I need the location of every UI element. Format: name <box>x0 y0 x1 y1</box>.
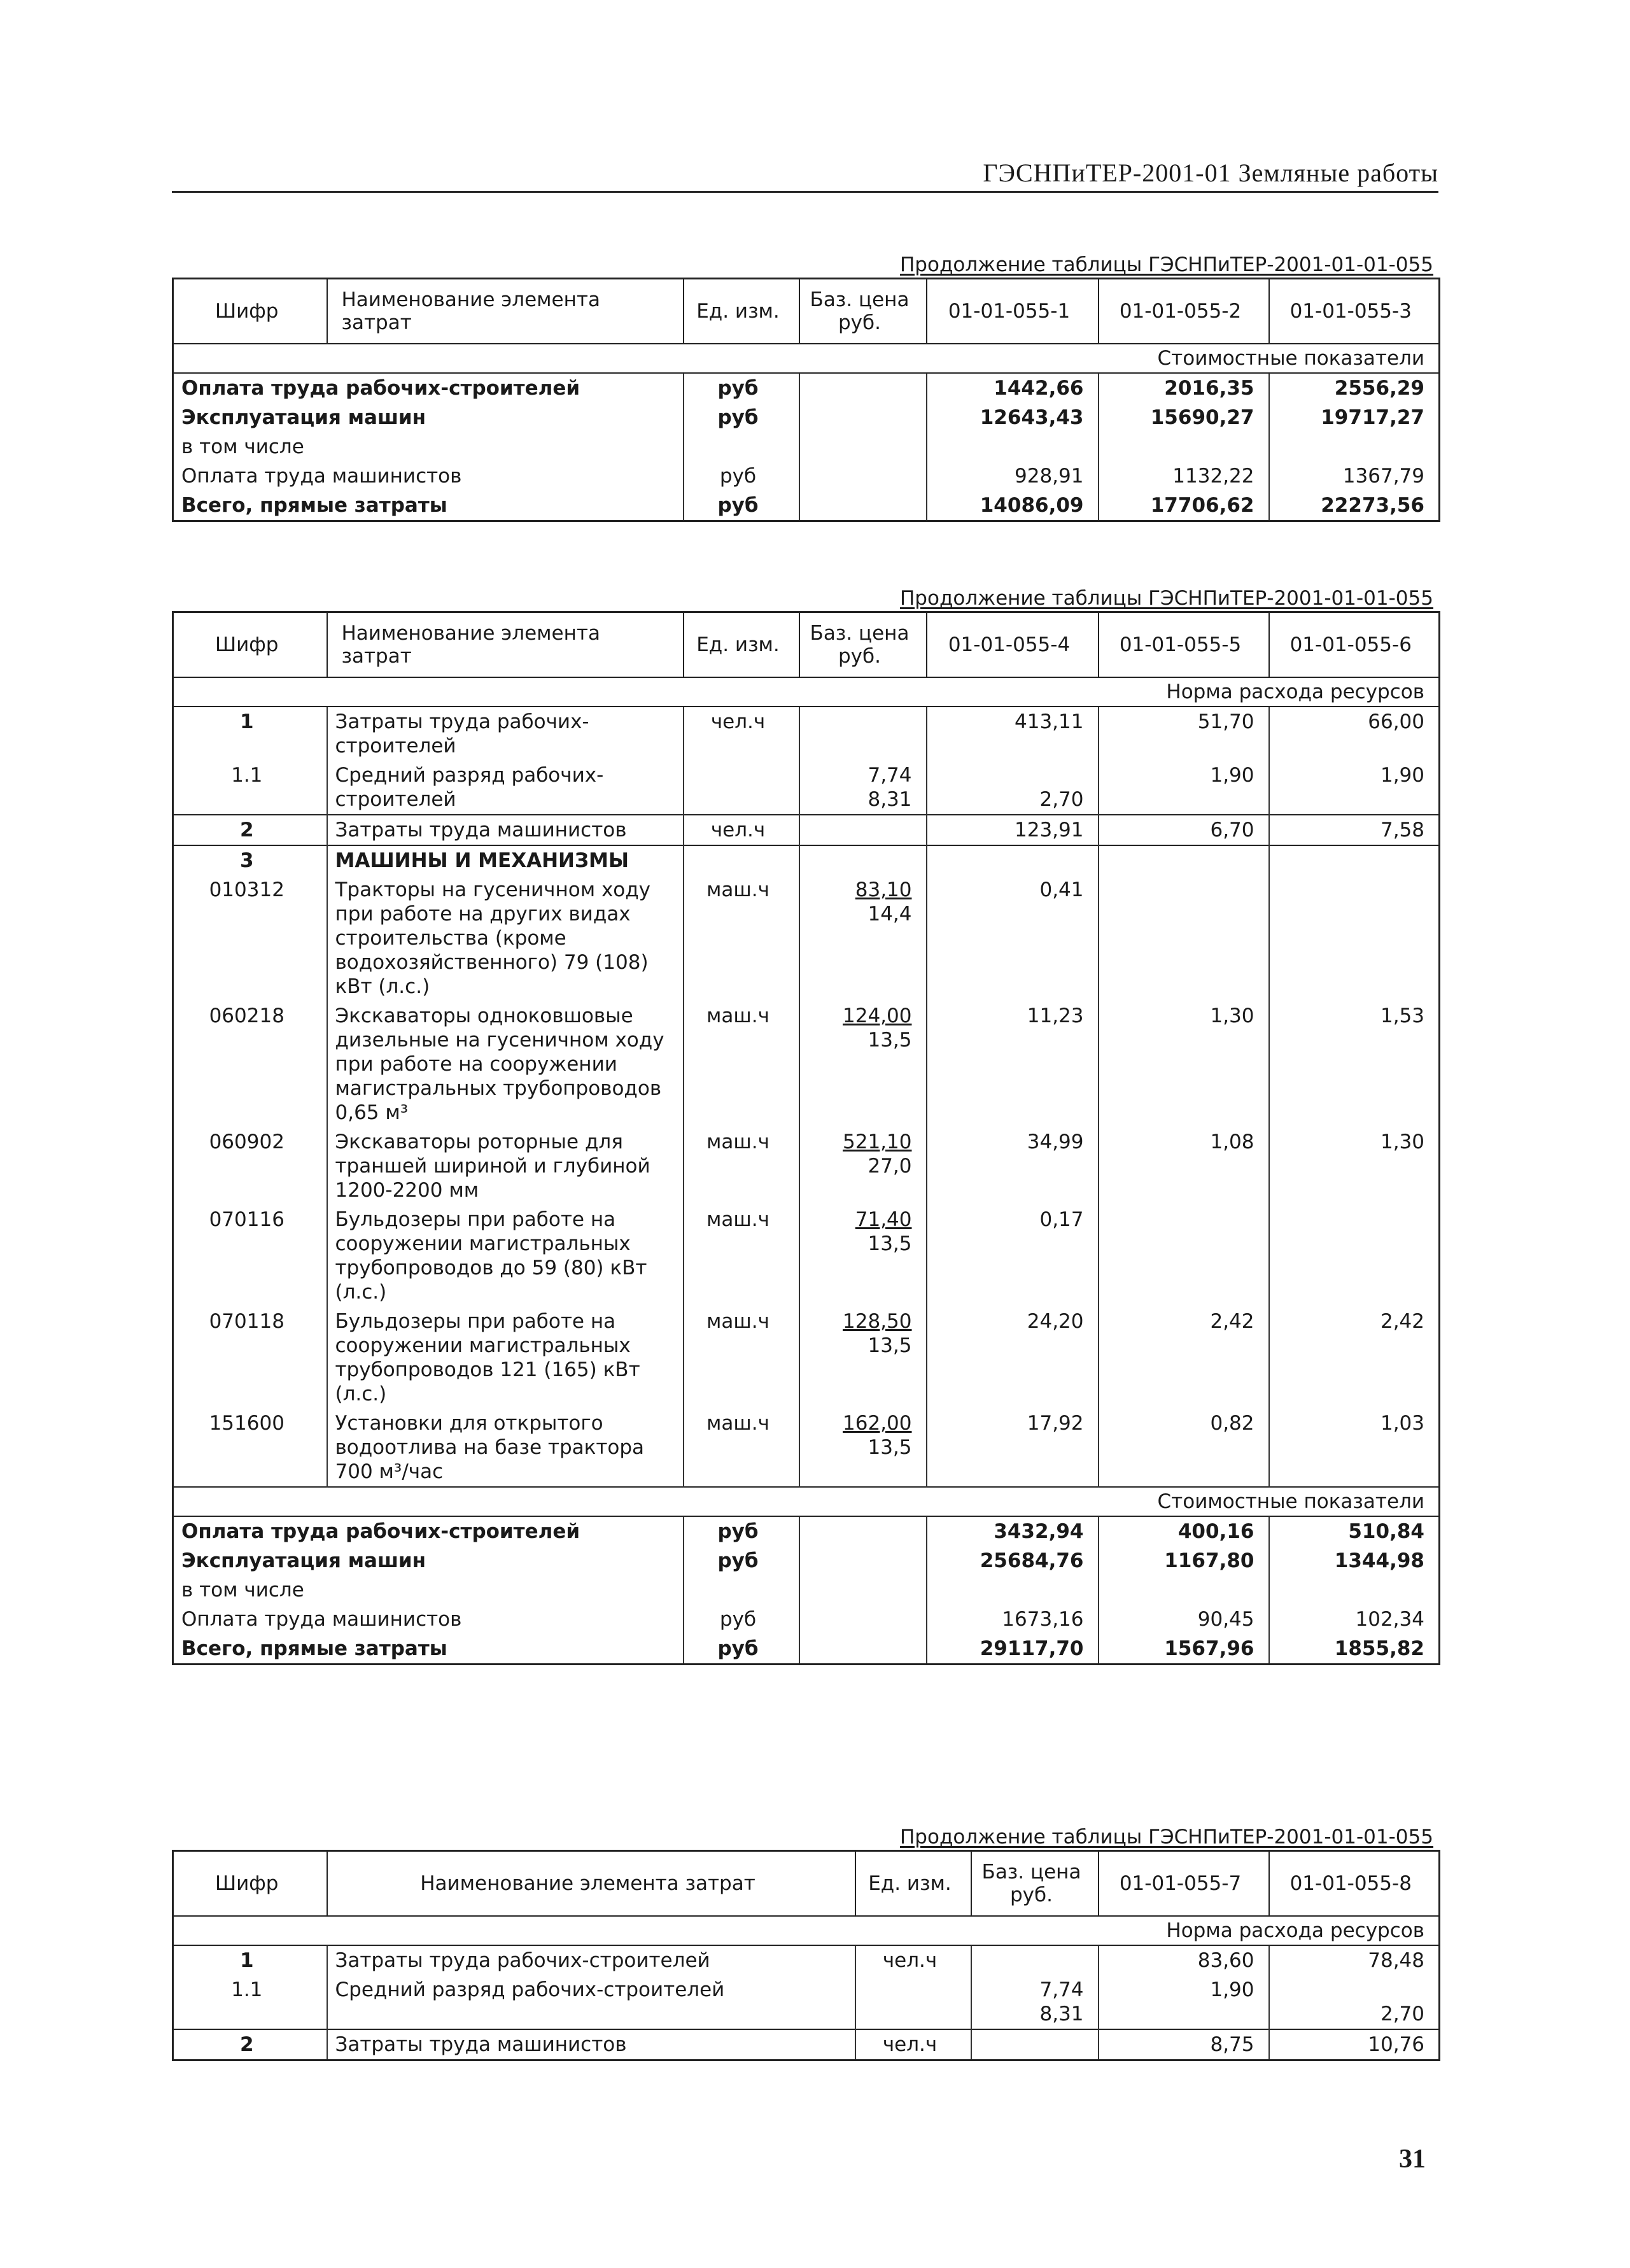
row-unit: руб <box>684 1605 799 1634</box>
table-row <box>173 432 1440 461</box>
cell-value: 34,99 <box>927 1127 1099 1205</box>
section-label: Норма расхода ресурсов <box>173 677 1440 707</box>
table-row <box>173 1205 1440 1307</box>
col-header-unit: Ед. изм. <box>855 1851 971 1917</box>
cost-table-2 <box>172 611 1440 1665</box>
cell-value: 17,92 <box>927 1409 1099 1487</box>
row-name: Экскаваторы роторные для траншей шириной и глубиной 1200-2200 мм <box>327 1127 684 1205</box>
row-name: Затраты труда машинистов <box>327 815 684 845</box>
table-row <box>173 1634 1440 1665</box>
row-name: Экскаваторы одноковшовые дизельные на гусеничном ходу при работе на сооружении магистральных трубопроводов 0,65 м³ <box>327 1001 684 1127</box>
cell-value: 90,45 <box>1099 1605 1269 1634</box>
cell-value <box>1269 875 1440 1001</box>
table3-caption: Продолжение таблицы ГЭСНПиТЕР-2001-01-01-055 <box>900 1826 1433 1849</box>
table-row <box>173 1307 1440 1409</box>
table-row <box>173 373 1440 403</box>
row-name: Бульдозеры при работе на сооружении магистральных трубопроводов до 59 (80) кВт (л.с.) <box>327 1205 684 1307</box>
row-code: 1 <box>173 1945 327 1975</box>
row-name: Оплата труда машинистов <box>173 461 684 491</box>
col-header-name: Наименование элемента затрат <box>327 1851 855 1917</box>
row-name: Оплата труда рабочих-строителей <box>173 1516 684 1546</box>
table-header-row <box>173 279 1440 344</box>
cell-value: 3432,94 <box>927 1516 1099 1546</box>
table-row <box>173 1975 1440 2029</box>
price-value: 128,50 <box>843 1310 912 1333</box>
price-value: 71,40 <box>855 1208 912 1231</box>
table-header-row <box>173 1851 1440 1917</box>
col-header-variant: 01-01-055-1 <box>927 279 1099 344</box>
row-unit: руб <box>684 1516 799 1546</box>
row-name: Всего, прямые затраты <box>173 491 684 521</box>
cell-value: 2,70 <box>1039 788 1084 811</box>
row-unit: чел.ч <box>684 815 799 845</box>
col-header-unit: Ед. изм. <box>684 279 799 344</box>
row-code: 2 <box>173 815 327 845</box>
row-unit: руб <box>684 491 799 521</box>
table-row <box>173 815 1440 845</box>
row-unit: руб <box>684 1634 799 1665</box>
cell-value: 12643,43 <box>927 403 1099 432</box>
cell-value: 8,75 <box>1099 2029 1269 2060</box>
col-header-code: Шифр <box>173 612 327 678</box>
cell-value: 2556,29 <box>1269 373 1440 403</box>
row-unit: чел.ч <box>855 2029 971 2060</box>
price-value: 162,00 <box>843 1412 912 1435</box>
row-name: в том числе <box>173 432 684 461</box>
table-row <box>173 1127 1440 1205</box>
row-unit: руб <box>684 373 799 403</box>
cell-value: 1,03 <box>1269 1409 1440 1487</box>
col-header-variant: 01-01-055-6 <box>1269 612 1440 678</box>
row-name: Затраты труда рабочих-строителей <box>327 1945 855 1975</box>
cell-value: 1673,16 <box>927 1605 1099 1634</box>
page-header <box>172 158 1438 193</box>
row-code: 1.1 <box>173 761 327 815</box>
row-name: Оплата труда рабочих-строителей <box>173 373 684 403</box>
row-code: 060902 <box>173 1127 327 1205</box>
cell-value: 510,84 <box>1269 1516 1440 1546</box>
cell-value: 400,16 <box>1099 1516 1269 1546</box>
price-value: 124,00 <box>843 1004 912 1027</box>
row-name: Бульдозеры при работе на сооружении магистральных трубопроводов 121 (165) кВт (л.с.) <box>327 1307 684 1409</box>
cell-value: 2016,35 <box>1099 373 1269 403</box>
cell-value: 1,08 <box>1099 1127 1269 1205</box>
row-name: в том числе <box>173 1575 684 1605</box>
col-header-code: Шифр <box>173 279 327 344</box>
cell-value: 1442,66 <box>927 373 1099 403</box>
cell-value <box>1099 875 1269 1001</box>
cell-value: 0,17 <box>927 1205 1099 1307</box>
cell-value: 1,30 <box>1099 1001 1269 1127</box>
col-header-price: Баз. цена руб. <box>799 279 927 344</box>
cell-value: 1367,79 <box>1269 461 1440 491</box>
row-unit: руб <box>684 1546 799 1575</box>
col-header-name: Наименование элемента затрат <box>327 612 684 678</box>
row-code: 1 <box>173 707 327 761</box>
row-name: Затраты труда рабочих-строителей <box>327 707 684 761</box>
col-header-code: Шифр <box>173 1851 327 1917</box>
price-value: 83,10 <box>855 878 912 901</box>
table-header-row <box>173 612 1440 678</box>
cell-value: 29117,70 <box>927 1634 1099 1665</box>
table-row <box>173 875 1440 1001</box>
cell-value: 2,42 <box>1269 1307 1440 1409</box>
row-code: 010312 <box>173 875 327 1001</box>
cell-value: 1132,22 <box>1099 461 1269 491</box>
cell-value <box>1269 1205 1440 1307</box>
cell-value: 1,90 <box>1099 761 1269 815</box>
section-label: Стоимостные показатели <box>173 344 1440 373</box>
cell-value: 2,42 <box>1099 1307 1269 1409</box>
row-code: 060218 <box>173 1001 327 1127</box>
row-name: МАШИНЫ И МЕХАНИЗМЫ <box>327 845 684 875</box>
col-header-name: Наименование элемента затрат <box>327 279 684 344</box>
price-value-2: 8,31 <box>868 788 912 811</box>
row-code: 070118 <box>173 1307 327 1409</box>
table-row <box>173 461 1440 491</box>
row-unit: руб <box>684 403 799 432</box>
table-row <box>173 845 1440 875</box>
table-row <box>173 761 1440 815</box>
cell-value: 78,48 <box>1269 1945 1440 1975</box>
row-name: Эксплуатация машин <box>173 1546 684 1575</box>
cell-value: 928,91 <box>927 461 1099 491</box>
price-value-2: 13,5 <box>868 1029 912 1052</box>
price-value: 521,10 <box>843 1130 912 1153</box>
price-value-2: 14,4 <box>868 903 912 926</box>
row-unit: маш.ч <box>684 1307 799 1409</box>
table1-caption: Продолжение таблицы ГЭСНПиТЕР-2001-01-01-055 <box>900 253 1433 276</box>
col-header-variant: 01-01-055-3 <box>1269 279 1440 344</box>
table-row <box>173 403 1440 432</box>
price-value-2: 13,5 <box>868 1436 912 1459</box>
col-header-variant: 01-01-055-2 <box>1099 279 1269 344</box>
table-row <box>173 491 1440 521</box>
col-header-price: Баз. цена руб. <box>799 612 927 678</box>
cell-value: 0,41 <box>927 875 1099 1001</box>
cell-value: 2,70 <box>1380 2003 1424 2025</box>
table-row <box>173 1945 1440 1975</box>
row-name: Средний разряд рабочих-строителей <box>327 1975 855 2029</box>
price-value-2: 27,0 <box>868 1155 912 1178</box>
row-name: Тракторы на гусеничном ходу при работе на других видах строительства (кроме водохозяйственного) 79 (108) кВт (л.с.) <box>327 875 684 1001</box>
col-header-unit: Ед. изм. <box>684 612 799 678</box>
cell-value: 83,60 <box>1099 1945 1269 1975</box>
cell-value: 6,70 <box>1099 815 1269 845</box>
col-header-variant: 01-01-055-7 <box>1099 1851 1269 1917</box>
row-unit: чел.ч <box>855 1945 971 1975</box>
row-unit: маш.ч <box>684 875 799 1001</box>
cell-value: 1,90 <box>1269 761 1440 815</box>
row-name: Средний разряд рабочих-строителей <box>327 761 684 815</box>
table-row <box>173 2029 1440 2060</box>
cell-value: 51,70 <box>1099 707 1269 761</box>
row-code: 070116 <box>173 1205 327 1307</box>
cell-value: 1,53 <box>1269 1001 1440 1127</box>
cell-value: 123,91 <box>927 815 1099 845</box>
cell-value: 1,90 <box>1210 1978 1254 2001</box>
table-row <box>173 707 1440 761</box>
row-unit: руб <box>684 461 799 491</box>
row-code: 2 <box>173 2029 327 2060</box>
row-name: Установки для открытого водоотлива на базе трактора 700 м³/час <box>327 1409 684 1487</box>
row-name: Эксплуатация машин <box>173 403 684 432</box>
table-row <box>173 1546 1440 1575</box>
cell-value: 1,30 <box>1269 1127 1440 1205</box>
section-label: Норма расхода ресурсов <box>173 1916 1440 1945</box>
row-unit: маш.ч <box>684 1001 799 1127</box>
cell-value: 14086,09 <box>927 491 1099 521</box>
price-value: 7,74 <box>1039 1978 1084 2001</box>
row-code: 151600 <box>173 1409 327 1487</box>
page-number: 31 <box>1399 2145 1426 2174</box>
row-name: Затраты труда машинистов <box>327 2029 855 2060</box>
price-value-2: 13,5 <box>868 1334 912 1357</box>
col-header-variant: 01-01-055-8 <box>1269 1851 1440 1917</box>
cell-value: 7,58 <box>1269 815 1440 845</box>
cell-value: 413,11 <box>927 707 1099 761</box>
cell-value: 10,76 <box>1269 2029 1440 2060</box>
table-row <box>173 1409 1440 1487</box>
section-label: Стоимостные показатели <box>173 1487 1440 1516</box>
row-name: Всего, прямые затраты <box>173 1634 684 1665</box>
cell-value: 19717,27 <box>1269 403 1440 432</box>
row-unit: маш.ч <box>684 1205 799 1307</box>
price-value-2: 13,5 <box>868 1232 912 1255</box>
row-unit: маш.ч <box>684 1127 799 1205</box>
header-title: ГЭСНПиТЕР-2001-01 Земляные работы <box>983 158 1438 187</box>
cell-value: 1344,98 <box>1269 1546 1440 1575</box>
table-row <box>173 1001 1440 1127</box>
cell-value: 24,20 <box>927 1307 1099 1409</box>
cost-table-3 <box>172 1850 1440 2061</box>
price-value-2: 8,31 <box>1039 2003 1084 2025</box>
cell-value: 102,34 <box>1269 1605 1440 1634</box>
table-row <box>173 1516 1440 1546</box>
row-unit: маш.ч <box>684 1409 799 1487</box>
cost-table-1 <box>172 278 1440 522</box>
row-code: 1.1 <box>173 1975 327 2029</box>
cell-value: 1167,80 <box>1099 1546 1269 1575</box>
cell-value: 25684,76 <box>927 1546 1099 1575</box>
row-name: Оплата труда машинистов <box>173 1605 684 1634</box>
cell-value: 1567,96 <box>1099 1634 1269 1665</box>
cell-value <box>1099 1205 1269 1307</box>
cell-value: 15690,27 <box>1099 403 1269 432</box>
row-code: 3 <box>173 845 327 875</box>
cell-value: 22273,56 <box>1269 491 1440 521</box>
cell-value: 66,00 <box>1269 707 1440 761</box>
price-value: 7,74 <box>868 764 912 787</box>
table-row <box>173 1605 1440 1634</box>
cell-value: 1855,82 <box>1269 1634 1440 1665</box>
col-header-variant: 01-01-055-5 <box>1099 612 1269 678</box>
cell-value: 0,82 <box>1099 1409 1269 1487</box>
cell-value: 17706,62 <box>1099 491 1269 521</box>
row-unit: чел.ч <box>684 707 799 761</box>
table-row <box>173 1575 1440 1605</box>
table2-caption: Продолжение таблицы ГЭСНПиТЕР-2001-01-01-055 <box>900 587 1433 610</box>
col-header-price: Баз. цена руб. <box>971 1851 1099 1917</box>
col-header-variant: 01-01-055-4 <box>927 612 1099 678</box>
cell-value: 11,23 <box>927 1001 1099 1127</box>
